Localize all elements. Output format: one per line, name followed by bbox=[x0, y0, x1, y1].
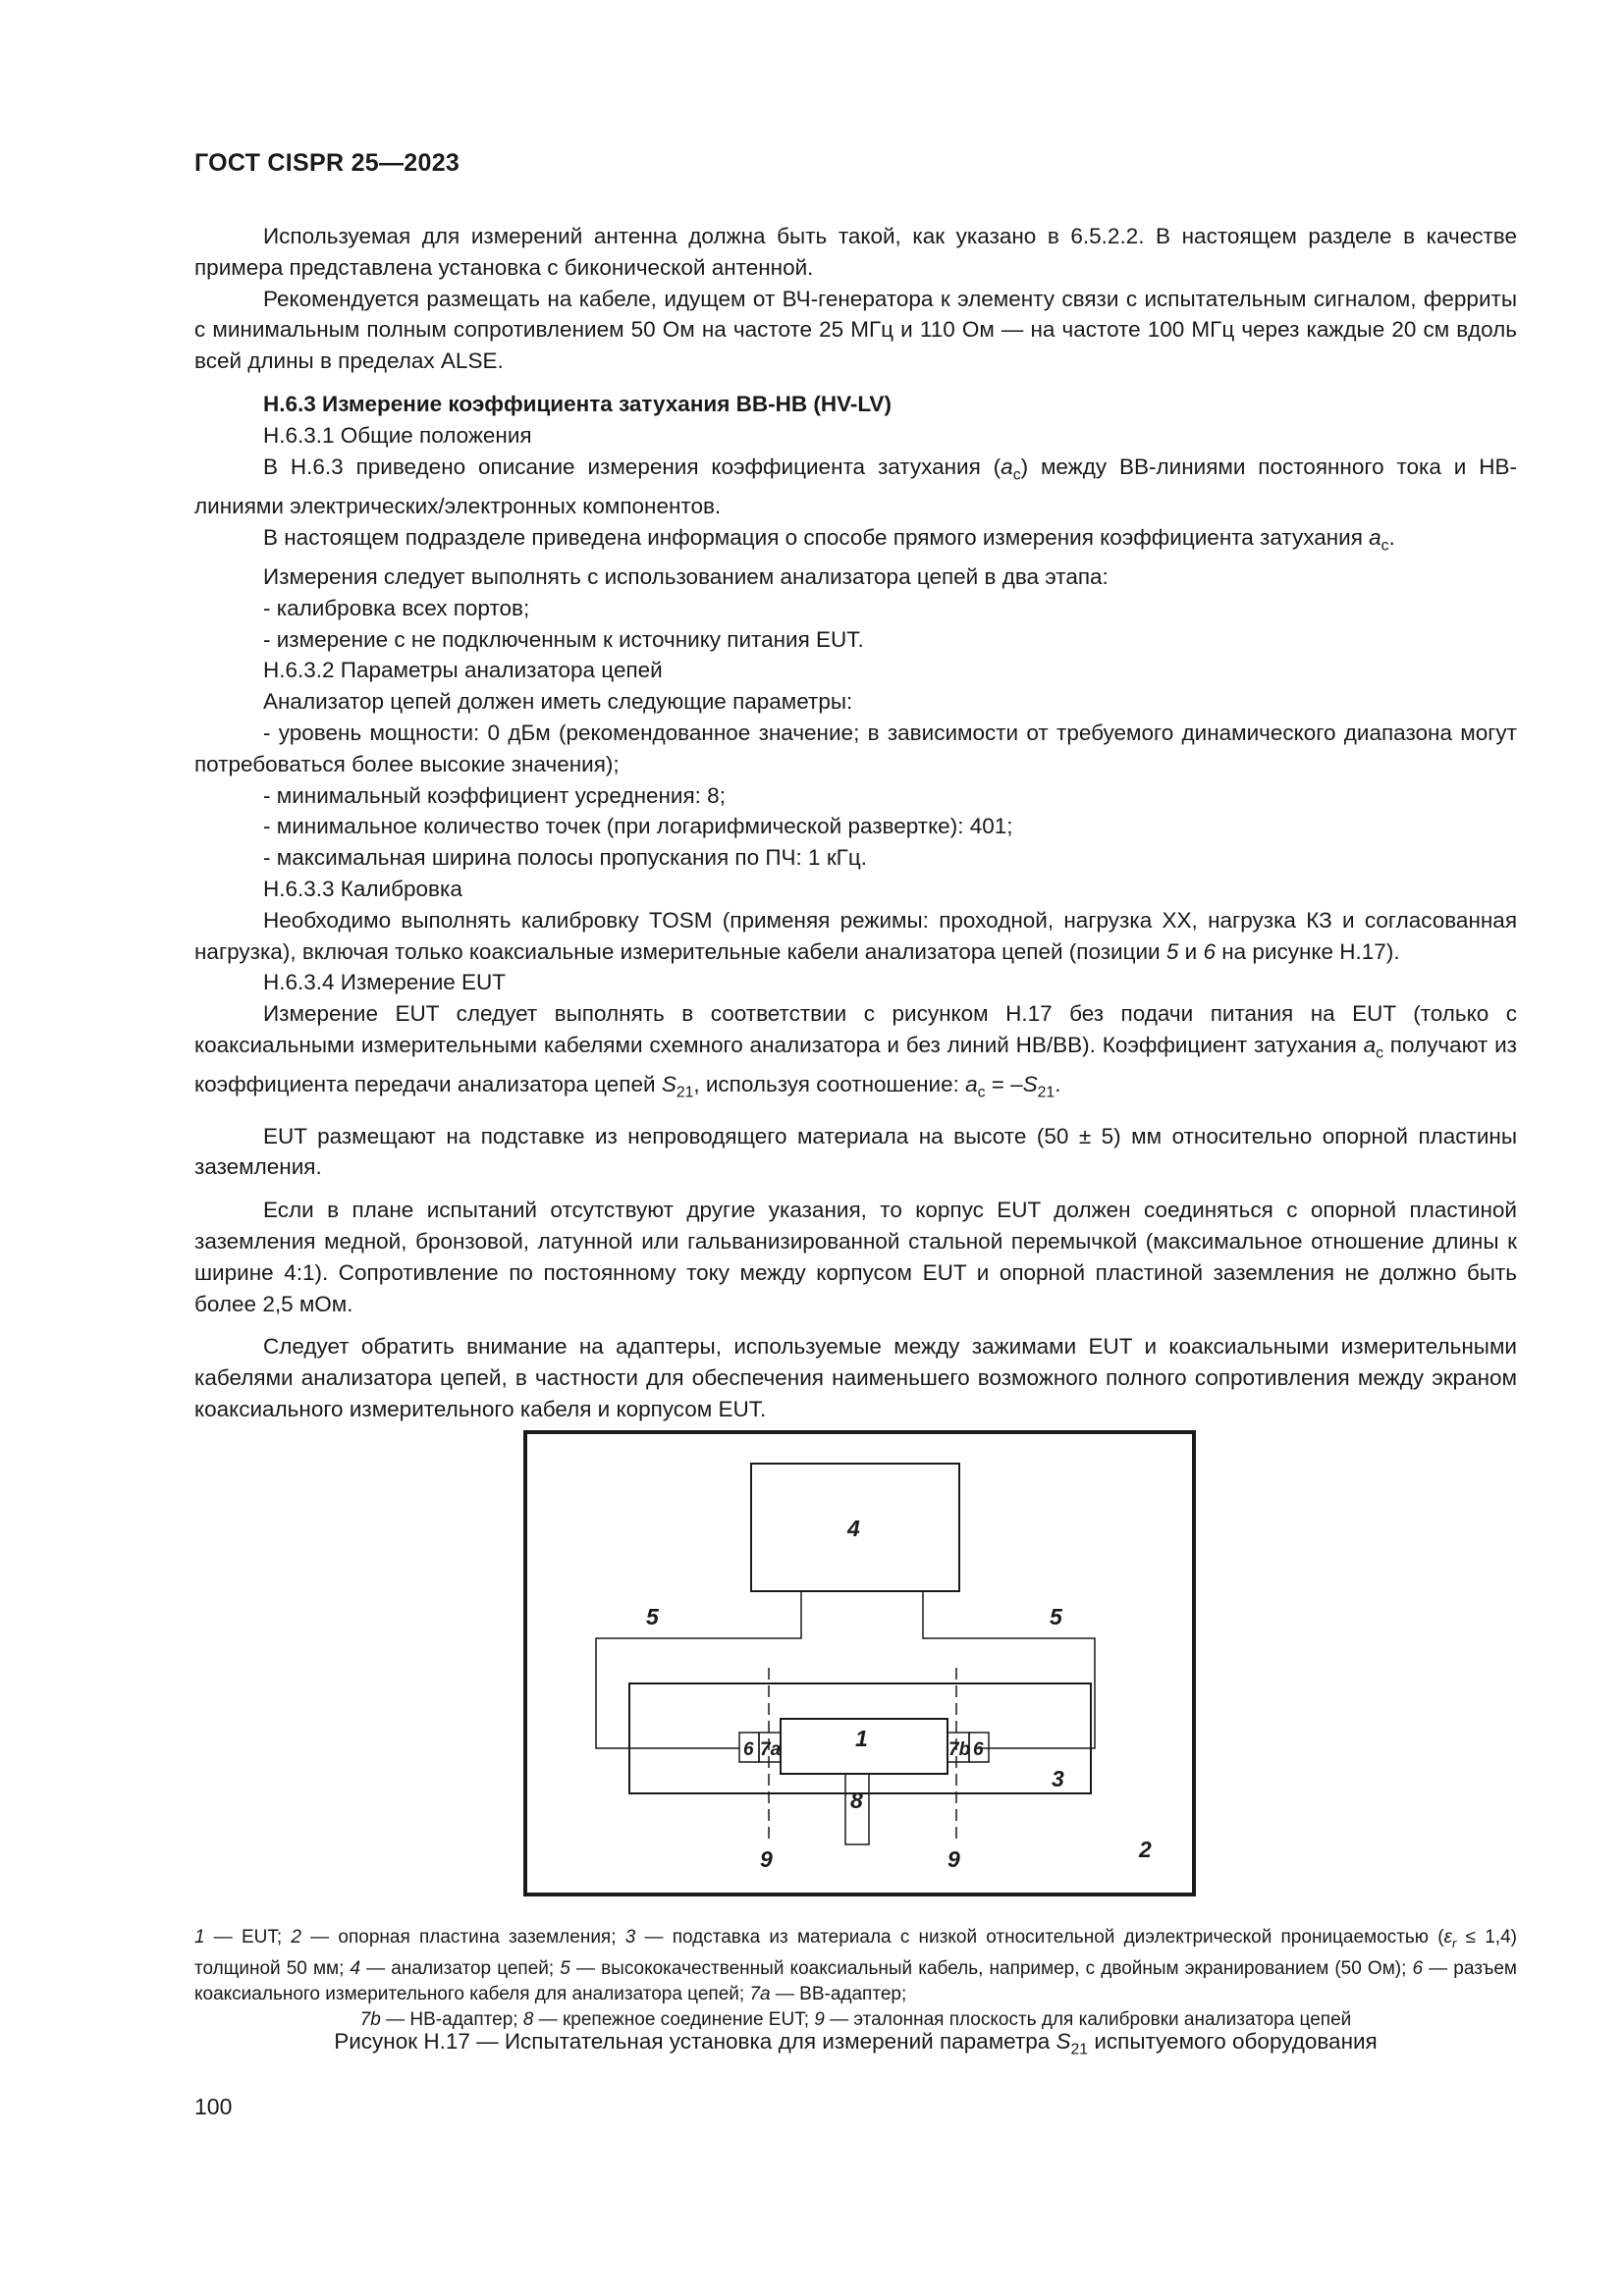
paragraph: Используемая для измерений антенна должна быть такой, как указано в 6.5.2.2. В настоящем разделе в качестве примера представлена установка с биконической антенной. bbox=[194, 224, 1517, 280]
paragraph: Анализатор цепей должен иметь следующие параметры: bbox=[263, 689, 853, 715]
paragraph: В Н.6.3 приведено описание измерения коэффициента затухания $(a_c)$ между ВВ-линиями постоянного тока и НВ-линиями электрических/электронных компонентов. bbox=[194, 454, 1517, 518]
list-item: - максимальная ширина полосы пропускания по ПЧ: 1 кГц. bbox=[263, 845, 867, 871]
label-analyzer: 4 bbox=[847, 1516, 860, 1541]
label-connector-left: 6 bbox=[743, 1739, 754, 1760]
figure-caption: Рисунок Н.17 — Испытательная установка для измерений параметра $S_{21}$ испытуемого оборудования bbox=[334, 2029, 1378, 2058]
section-heading: Н.6.3 Измерение коэффициента затухания ВВ-НВ (HV-LV) bbox=[263, 391, 892, 416]
ground-plate-frame bbox=[525, 1432, 1194, 1895]
list-item: - измерение с не подключенным к источнику питания EUT. bbox=[263, 626, 864, 652]
label-ground-plate: 2 bbox=[1139, 1837, 1152, 1862]
list-item: - минимальный коэффициент усреднения: 8; bbox=[263, 782, 726, 808]
list-item: - уровень мощности: 0 дБм (рекомендованное значение; в зависимости от требуемого динамического диапазона могут потребоваться более высокие значения); bbox=[194, 720, 1517, 776]
figure-legend: 1 — EUT; 2 — опорная пластина заземления; 3 — подставка из материала с низкой относительной диэлектрической проницаемостью $(\varepsilon_r \le 1,4)$ толщиной 50 мм; 4 — анализатор цепей; 5 — высококачественный коаксиальный кабель, например, с двойным экранированием (50 Ом); 6 — разъем коаксиального измерительного кабеля для анализатора цепей; 7a — ВВ-адаптер; 7b — НВ-адаптер; 8 — крепежное соединение EUT; 9 — эталонная плоскость для калибровки анализатора цепей bbox=[194, 1927, 1517, 2030]
label-fastener: 8 bbox=[850, 1788, 863, 1813]
paragraph: В настоящем подразделе приведена информация о способе прямого измерения коэффициента затухания $a_c$. bbox=[263, 524, 1395, 555]
paragraph: Следует обратить внимание на адаптеры, используемые между зажимами EUT и коаксиальными измерительными кабелями анализатора цепей, в частности для обеспечения наименьшего возможного полного сопротивления между экраном коаксиального измерительного кабеля и корпусом EUT. bbox=[194, 1334, 1517, 1421]
subsection-heading: Н.6.3.2 Параметры анализатора цепей bbox=[263, 658, 663, 683]
paragraph: Рекомендуется размещать на кабеле, идущем от ВЧ-генератора к элементу связи с испытательным сигналом, ферриты с минимальным полным сопротивлением 50 Ом на частоте 25 МГц и 110 Ом — на частоте 100 МГц через каждые 20 см вдоль всей длины в пределах ALSE. bbox=[194, 286, 1517, 374]
test-setup-diagram bbox=[523, 1430, 1196, 1896]
document-header: ГОСТ CISPR 25—2023 bbox=[194, 149, 460, 177]
label-support: 3 bbox=[1052, 1766, 1064, 1791]
paragraph: EUT размещают на подставке из непроводящего материала на высоте (50 ± 5) мм относительно опорной пластины заземления. bbox=[194, 1123, 1517, 1180]
list-item: - калибровка всех портов; bbox=[263, 595, 530, 620]
label-eut: 1 bbox=[855, 1726, 868, 1751]
label-cable-left: 5 bbox=[646, 1604, 659, 1629]
subsection-heading: Н.6.3.1 Общие положения bbox=[263, 422, 532, 448]
label-connector-right: 6 bbox=[973, 1739, 984, 1760]
subsection-heading: Н.6.3.4 Измерение EUT bbox=[263, 970, 507, 995]
label-plane-left: 9 bbox=[760, 1846, 773, 1872]
coax-cable-right bbox=[923, 1591, 1095, 1748]
paragraph: Измерение EUT следует выполнять в соответствии с рисунком Н.17 без подачи питания на EUT (только с коаксиальными измерительными кабелями схемного анализатора и без линий НВ/ВВ). Коэффициент затухания $a_c$ получают из коэффициента передачи анализатора цепей $S_{21}$, используя соотношение: $a_c = -S_{21}$. bbox=[194, 1001, 1517, 1101]
page-number: 100 bbox=[194, 2094, 233, 2119]
label-plane-right: 9 bbox=[947, 1846, 960, 1872]
subsection-heading: Н.6.3.3 Калибровка bbox=[263, 876, 462, 901]
paragraph: Если в плане испытаний отсутствуют другие указания, то корпус EUT должен соединяться с опорной пластиной заземления медной, бронзовой, латунной или гальванизированной стальной перемычкой (максимальное отношение длины к ширине 4:1). Сопротивление по постоянному току между корпусом EUT и опорной пластиной заземления не должно быть более 2,5 мОм. bbox=[194, 1198, 1517, 1316]
list-item: - минимальное количество точек (при логарифмической развертке): 401; bbox=[263, 814, 1013, 839]
main-text bbox=[194, 221, 1517, 1425]
label-cable-right: 5 bbox=[1050, 1604, 1062, 1629]
paragraph: Измерения следует выполнять с использованием анализатора цепей в два этапа: bbox=[263, 563, 1109, 589]
coax-cable-left bbox=[596, 1591, 801, 1748]
paragraph: Необходимо выполнять калибровку TOSM (применяя режимы: проходной, нагрузка ХХ, нагрузка КЗ и согласованная нагрузка), включая только коаксиальные измерительные кабели анализатора цепей (позиции 5 и 6 на рисунке Н.17). bbox=[194, 907, 1517, 964]
label-adapter-right: 7b bbox=[948, 1739, 971, 1760]
label-adapter-left: 7a bbox=[760, 1739, 782, 1760]
